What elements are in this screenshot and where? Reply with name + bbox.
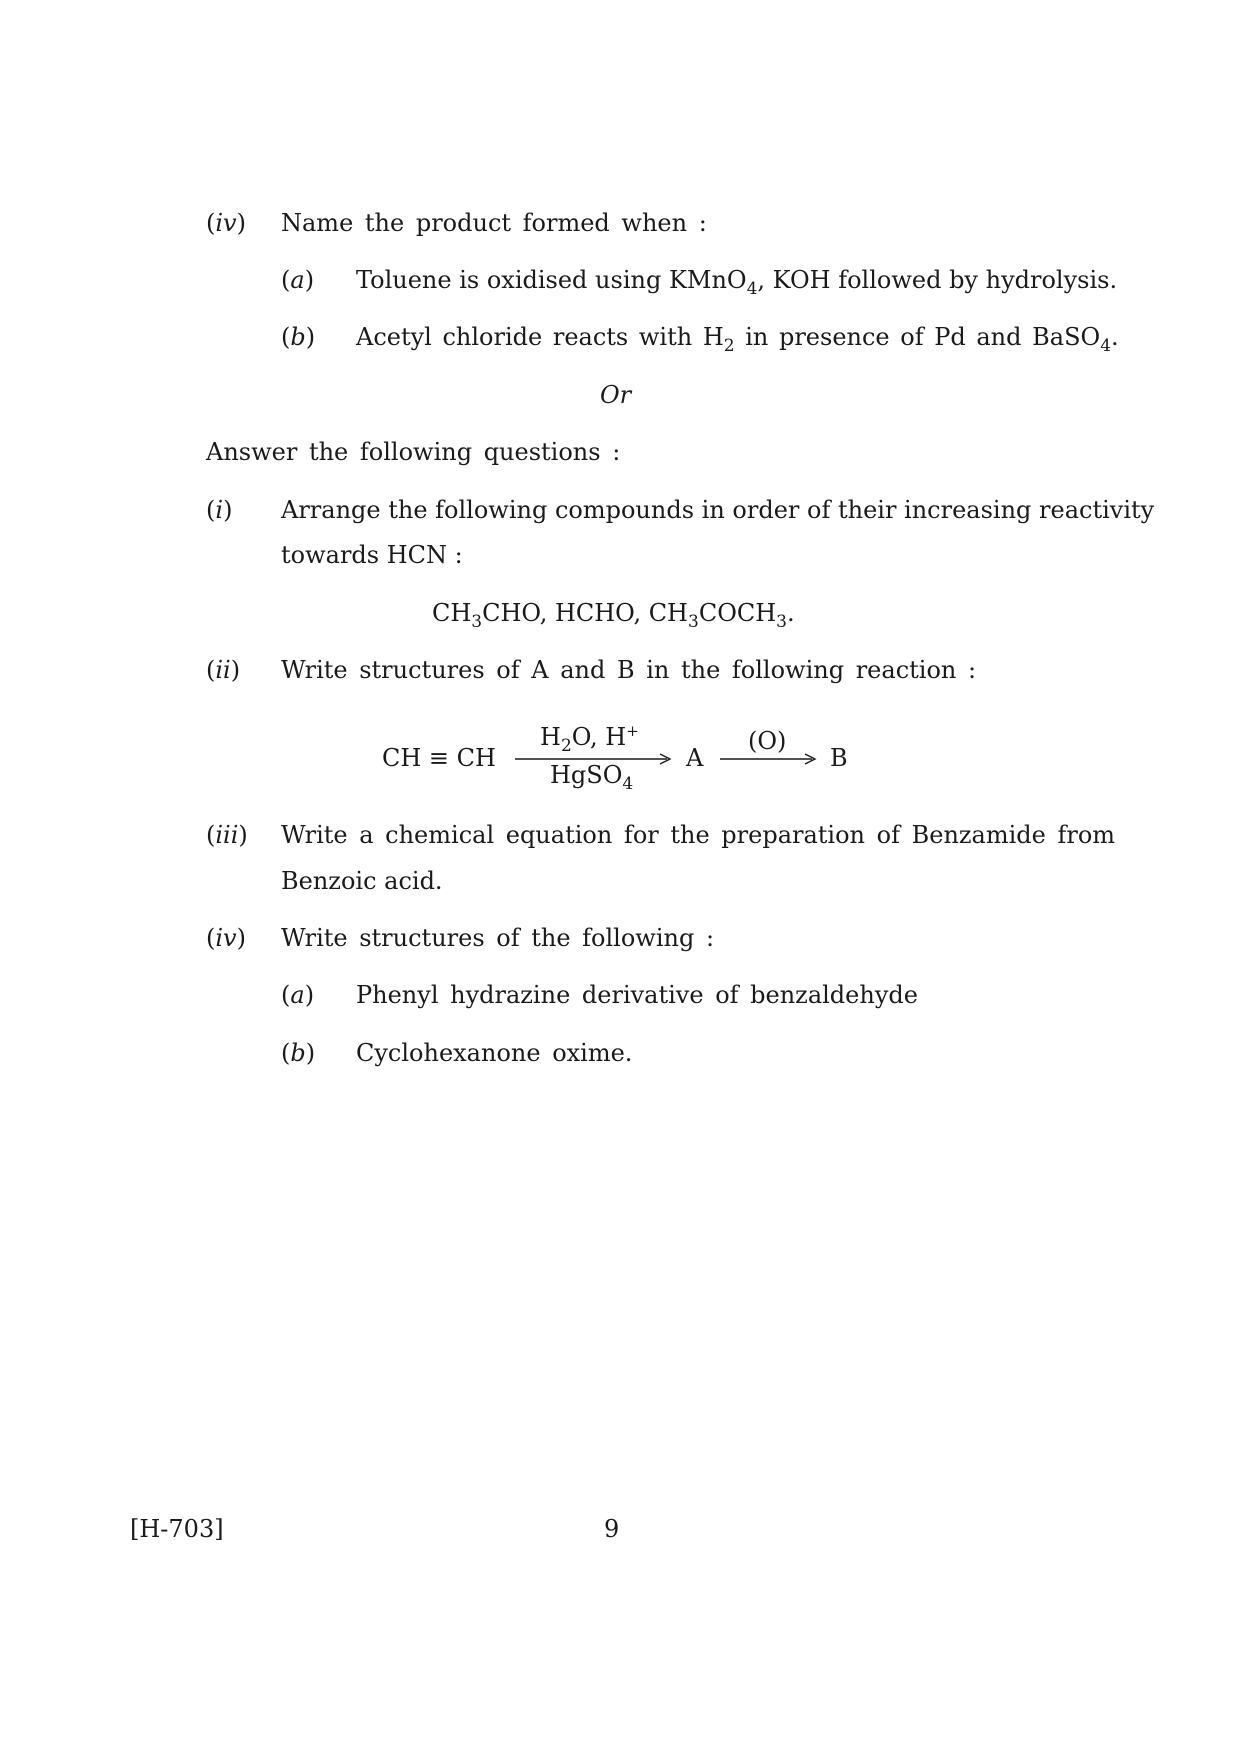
paper-code: [H-703] <box>130 1515 224 1543</box>
reaction-arrow <box>720 752 820 766</box>
sub-question-label: (a) <box>281 981 315 1009</box>
reactant: CH ≡ CH <box>382 744 496 772</box>
reagent-above: $H_2O$, H+ <box>540 722 639 756</box>
question-text: Name the product formed when : <box>281 209 707 237</box>
sub-question-label: (a) <box>281 266 315 294</box>
product-a: A <box>686 744 704 772</box>
section-intro: Answer the following questions : <box>206 438 621 466</box>
sub-question-label: (b) <box>281 323 316 351</box>
page-number: 9 <box>604 1515 620 1543</box>
question-number: (iii) <box>206 821 248 849</box>
sub-question-text: Phenyl hydrazine derivative of benzaldehyde <box>356 981 918 1009</box>
product-b: B <box>830 744 848 772</box>
reagent-above: (O) <box>748 727 787 755</box>
sub-question-label: (b) <box>281 1039 316 1067</box>
sub-question-text: Toluene is oxidised using KMnO$_4$, KOH followed by hydrolysis. <box>356 266 1118 299</box>
question-number: (iv) <box>206 924 246 952</box>
question-text: Write structures of the following : <box>281 924 715 952</box>
sub-question-text: Cyclohexanone oxime. <box>356 1039 633 1067</box>
question-number: (i) <box>206 496 233 524</box>
question-number: (iv) <box>206 209 246 237</box>
question-number: (ii) <box>206 656 241 684</box>
or-separator: Or <box>600 381 632 409</box>
question-text: Write a chemical equation for the preparation of Benzamide from <box>281 821 1116 849</box>
sub-question-text: Acetyl chloride reacts with $H_2$ in presence of Pd and BaSO$_4$. <box>356 323 1119 356</box>
question-text: Write structures of A and B in the following reaction : <box>281 656 977 684</box>
question-text: Arrange the following compounds in order of their increasing reactivity <box>281 496 1155 524</box>
reagent-below: HgSO$_4$ <box>550 761 634 794</box>
question-text: towards HCN : <box>281 541 463 569</box>
formula: $CH_3CHO$, HCHO, $CH_3COCH_3$. <box>432 599 795 632</box>
question-text: Benzoic acid. <box>281 867 443 895</box>
